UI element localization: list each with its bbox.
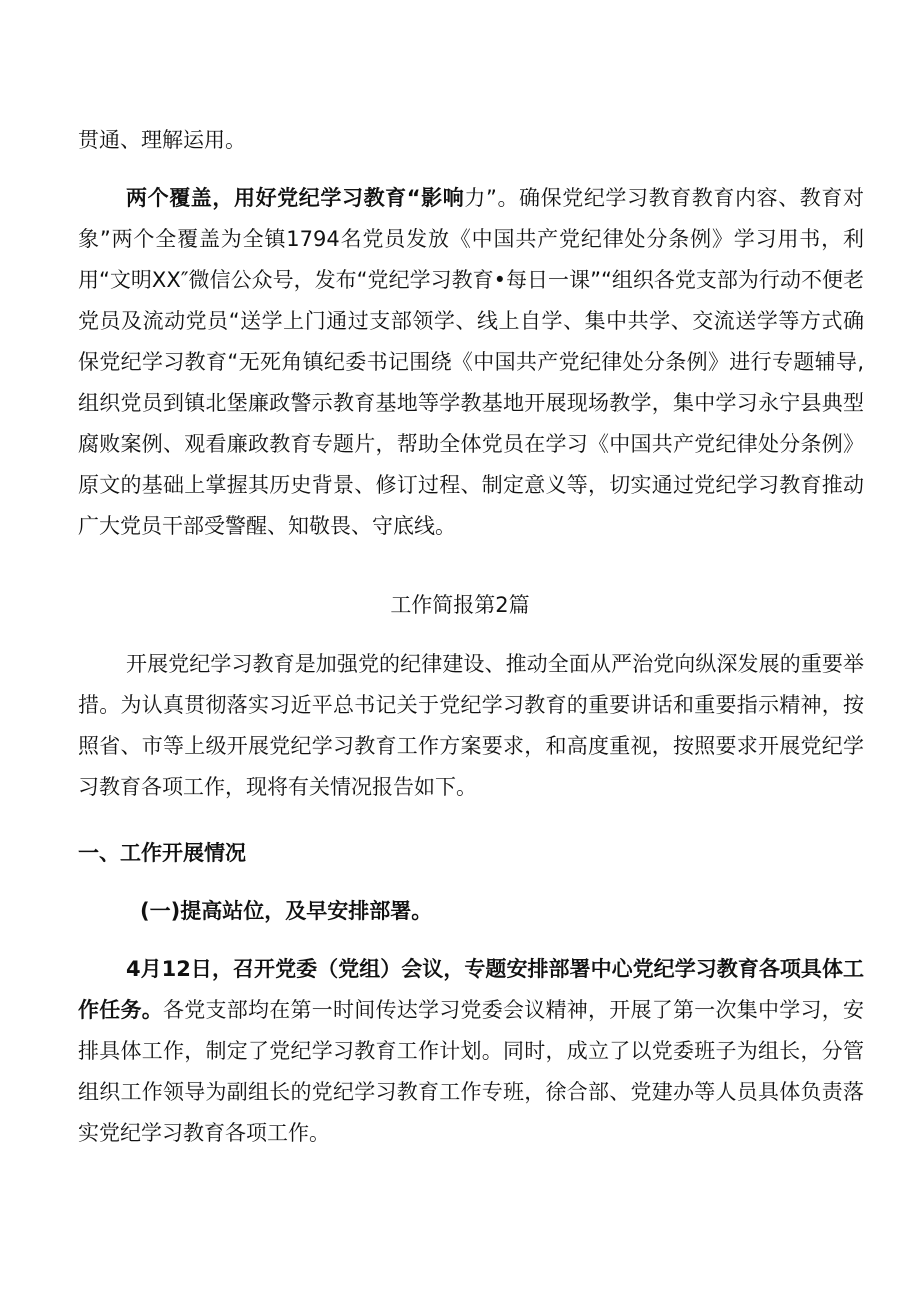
subsection-heading: (一)提高站位，及早安排部署。 [140, 899, 433, 923]
paragraph-body: 。确保党纪学习教育教育内容、教育对象”两个全覆盖为全镇1794名党员发放《中国共产党纪律处分条例》学习用书，利用“文明XX″微信公众号，发布“党纪学习教育•每日一课”“组织各党支部为行动不便老党员及流动党员“送学上门通过支部领学、线上自学、集中共学、交流送学等方式确保党纪学习教育“无死角镇纪委书记围绕《中国共产党纪律处分条例》进行专题辅导,组织党员到镇北堡廉政警示教育基地等学教基地开展现场教学，集中学习永宁县典型腐败案例、观看廉政教育专题片，帮助全体党员在学习《中国共产党纪律处分条例》原文的基础上掌握其历史背景、修订过程、制定意义等，切实通过党纪学习教育推动广大党员干部受警醒、知敬畏、守底线。 [78, 186, 864, 538]
paragraph-text: 贯通、理解运用。 [78, 128, 246, 152]
paragraph-lead: 4月12日，召开党委（党组）会议，专题安排部署中心党纪学习教育各项具体工作任务。 [78, 957, 864, 1022]
paragraph-lead: 两个覆盖，用好党纪学习教育“影响 [126, 186, 465, 210]
report-title: 工作简报第2篇 [390, 593, 530, 617]
paragraph-meeting [78, 949, 864, 1154]
paragraph-lead-tail: 力” [464, 186, 497, 210]
paragraph-text: 开展党纪学习教育是加强党的纪律建设、推动全面从严治党向纵深发展的重要举措。为认真贯彻落实习近平总书记关于党纪学习教育的重要讲话和重要指示精神，按照省、市等上级开展党纪学习教育工作方案要求，和高度重视，按照要求开展党纪学习教育各项工作，现将有关情况报告如下。 [78, 652, 864, 799]
paragraph-intro [78, 644, 864, 808]
paragraph-continuation [78, 120, 864, 161]
section-heading: 一、工作开展情况 [78, 841, 246, 865]
paragraph-two-coverages [78, 178, 864, 547]
paragraph-body: 各党支部均在第一时间传达学习党委会议精神，开展了第一次集中学习，安排具体工作，制定了党纪学习教育工作计划。同时，成立了以党委班子为组长，分管组织工作领导为副组长的党纪学习教育工作专班，徐合部、党建办等人员具体负责落实党纪学习教育各项工作。 [78, 998, 864, 1145]
